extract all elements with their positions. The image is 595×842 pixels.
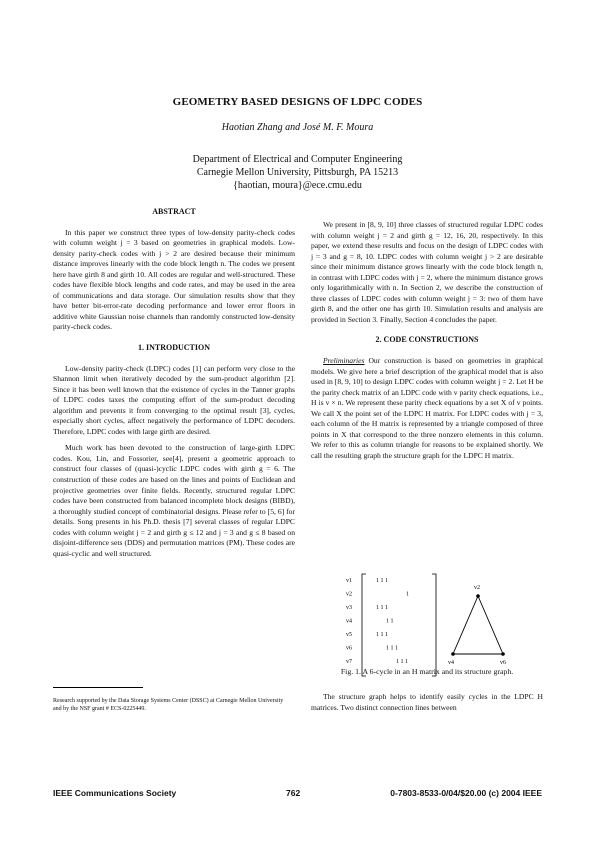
figure-6-cycle <box>340 572 540 682</box>
footer-society: IEEE Communications Society <box>53 788 177 798</box>
matrix-row-entries: 1 1 <box>386 618 394 625</box>
matrix-row-label: v5 <box>346 632 352 638</box>
intro-paragraph-2: Much work has been devoted to the construction of large-girth LDPC codes. Kou, Lin, and Fossorier, see[4], present a geometric approach to construct four classes of (quasi-)cyclic LDPC codes with girth g = 6. The construction of these codes are based on the lines and points of Euclidean and projective geometries over finite fields. Recently, structured regular LDPC codes have been constructed from balanced incomplete block designs (BIBD), a thoroughly studied concept of combinatorial designs. Please refer to [5, 6] for details. Song presents in his Ph.D. thesis [7] several classes of regular LDPC codes with column weight j = 2 and girth g ≤ 12 and j = 3 and g ≤ 8 based on disjoint-difference sets (DDS) and permutation matrices (PM). These codes are quasi-cyclic and well structured. <box>53 443 295 558</box>
matrix-row-entries: 1 1 1 <box>376 632 388 638</box>
abstract-heading: ABSTRACT <box>152 207 196 216</box>
preliminaries-paragraph <box>311 356 543 461</box>
matrix-row-labels <box>346 578 352 665</box>
preliminaries-lead: Preliminaries <box>323 356 365 366</box>
matrix-row-label: v3 <box>346 605 352 611</box>
right-column-continued <box>311 692 543 719</box>
matrix-row-label: v6 <box>346 645 352 652</box>
figure-caption: Fig. 1. A 6-cycle in an H matrix and its structure graph. <box>340 667 514 676</box>
constructions-heading: 2. CODE CONSTRUCTIONS <box>375 335 479 345</box>
matrix-row-entries: 1 1 1 <box>376 578 388 584</box>
affiliation-univ: Carnegie Mellon University, Pittsburgh, PA 15213 <box>196 167 399 178</box>
abstract-text: In this paper we construct three types of low-density parity-check codes with column weight j = 3 based on geometries in graphical models. Low-density parity-check codes with j > 2 are desired because their minimum distance improves linearly with the code block length n. The codes we present here have girth 8 and girth 10. All codes are regular and well-structured. These codes have flexible block lengths and code rates, and may be used in the area of communications and data storage. Our simulation results show that they have better bit-error-rate decoding performance and lower error floors in additive white Gaussian noise channels than randomly constructed low-density parity-check codes. <box>53 227 295 332</box>
footnote: Research supported by the Data Storage Systems Center (DSSC) at Carnegie Mellon University and by the NSF grant # ECS-0225449. <box>53 698 284 712</box>
matrix-row-entries: 1 <box>406 591 409 598</box>
matrix-row-entries: 1 1 1 <box>386 645 398 652</box>
paper-authors: Haotian Zhang and José M. F. Moura <box>221 122 374 133</box>
right-paragraph-3: The structure graph helps to identify easily cycles in the LDPC H matrices. Two distinct connection lines between <box>311 692 543 712</box>
left-column <box>53 207 295 565</box>
structure-graph <box>448 585 506 666</box>
matrix-entries <box>376 578 409 665</box>
footnote-rule <box>53 687 143 688</box>
affiliation-dept: Department of Electrical and Computer Engineering <box>192 154 403 165</box>
affiliation-email: {haotian, moura}@ece.cmu.edu <box>233 180 362 191</box>
right-paragraph-1: We present in [8, 9, 10] three classes of structured regular LDPC codes with column weight j = 2 and girth g = 12, 16, 20, respectively. In this paper, we extend these results and focus on the design of LDPC codes with j = 3 and g = 8, 10. LDPC codes with column weight j > 2 are desirable since their minimum distance grows linearly with the code block length n, in contrast with LDPC codes with j = 2, where the minimum distance grows only logarithmically with n. In Section 2, we describe the construction of three classes of LDPC codes with column weight j = 3: two of them have girth 8, and the other one has girth 10. Simulation results and analysis are provided in Section 3. Finally, Section 4 concludes the paper. <box>311 220 543 324</box>
matrix-row-entries: 1 1 1 <box>376 605 388 611</box>
paper-title: GEOMETRY BASED DESIGNS OF LDPC CODES <box>172 96 423 108</box>
node-label-v2: v2 <box>474 585 480 591</box>
footer-page-number: 762 <box>286 788 301 798</box>
matrix-row-label: v2 <box>346 591 352 598</box>
node-label-v6: v6 <box>500 660 506 666</box>
matrix-row-label: v4 <box>346 618 352 625</box>
preliminaries-text: Our construction is based on geometries in graphical models. We give here a brief description of the graphical model that is also used in [8, 9, 10] to design LDPC codes with column weight j = 2. Let H be the parity check matrix of an LDPC code with v parity check equations, i.e., H is v × n. We represent these parity check equations by a set X of v points. We call X the point set of the LDPC H matrix. For LDPC codes with j = 3, each column of the H matrix is represented by a triangle composed of three points in X that correspond to the three nonzero elements in this column. We refer to this as column triangle for reasons to be explained shortly. We call the resulting graph the structure graph for the LDPC H matrix. <box>311 356 543 460</box>
affiliation-block <box>0 153 595 192</box>
intro-heading: 1. INTRODUCTION <box>137 343 210 353</box>
right-column <box>311 220 543 467</box>
matrix-row-label: v7 <box>346 659 352 665</box>
matrix-row-label: v1 <box>346 578 352 584</box>
intro-paragraph-1: Low-density parity-check (LDPC) codes [1] can perform very close to the Shannon limit when iteratively decoded by the sum-product algorithm [2]. Since it has been well known that the existence of cycles in the Tanner graphs of LDPC codes taxes the computing effort of the sum-product decoding algorithm and prevents it from converging to the optimal result [3], cycles, especially short cycles, affect negatively the performance of LDPC decoders. Therefore, LDPC codes with large girth are desired. <box>53 363 295 436</box>
matrix-row-entries: 1 1 1 <box>396 659 408 665</box>
node-label-v4: v4 <box>448 660 454 666</box>
footer-copyright: 0-7803-8533-0/04/$20.00 (c) 2004 IEEE <box>390 788 542 798</box>
